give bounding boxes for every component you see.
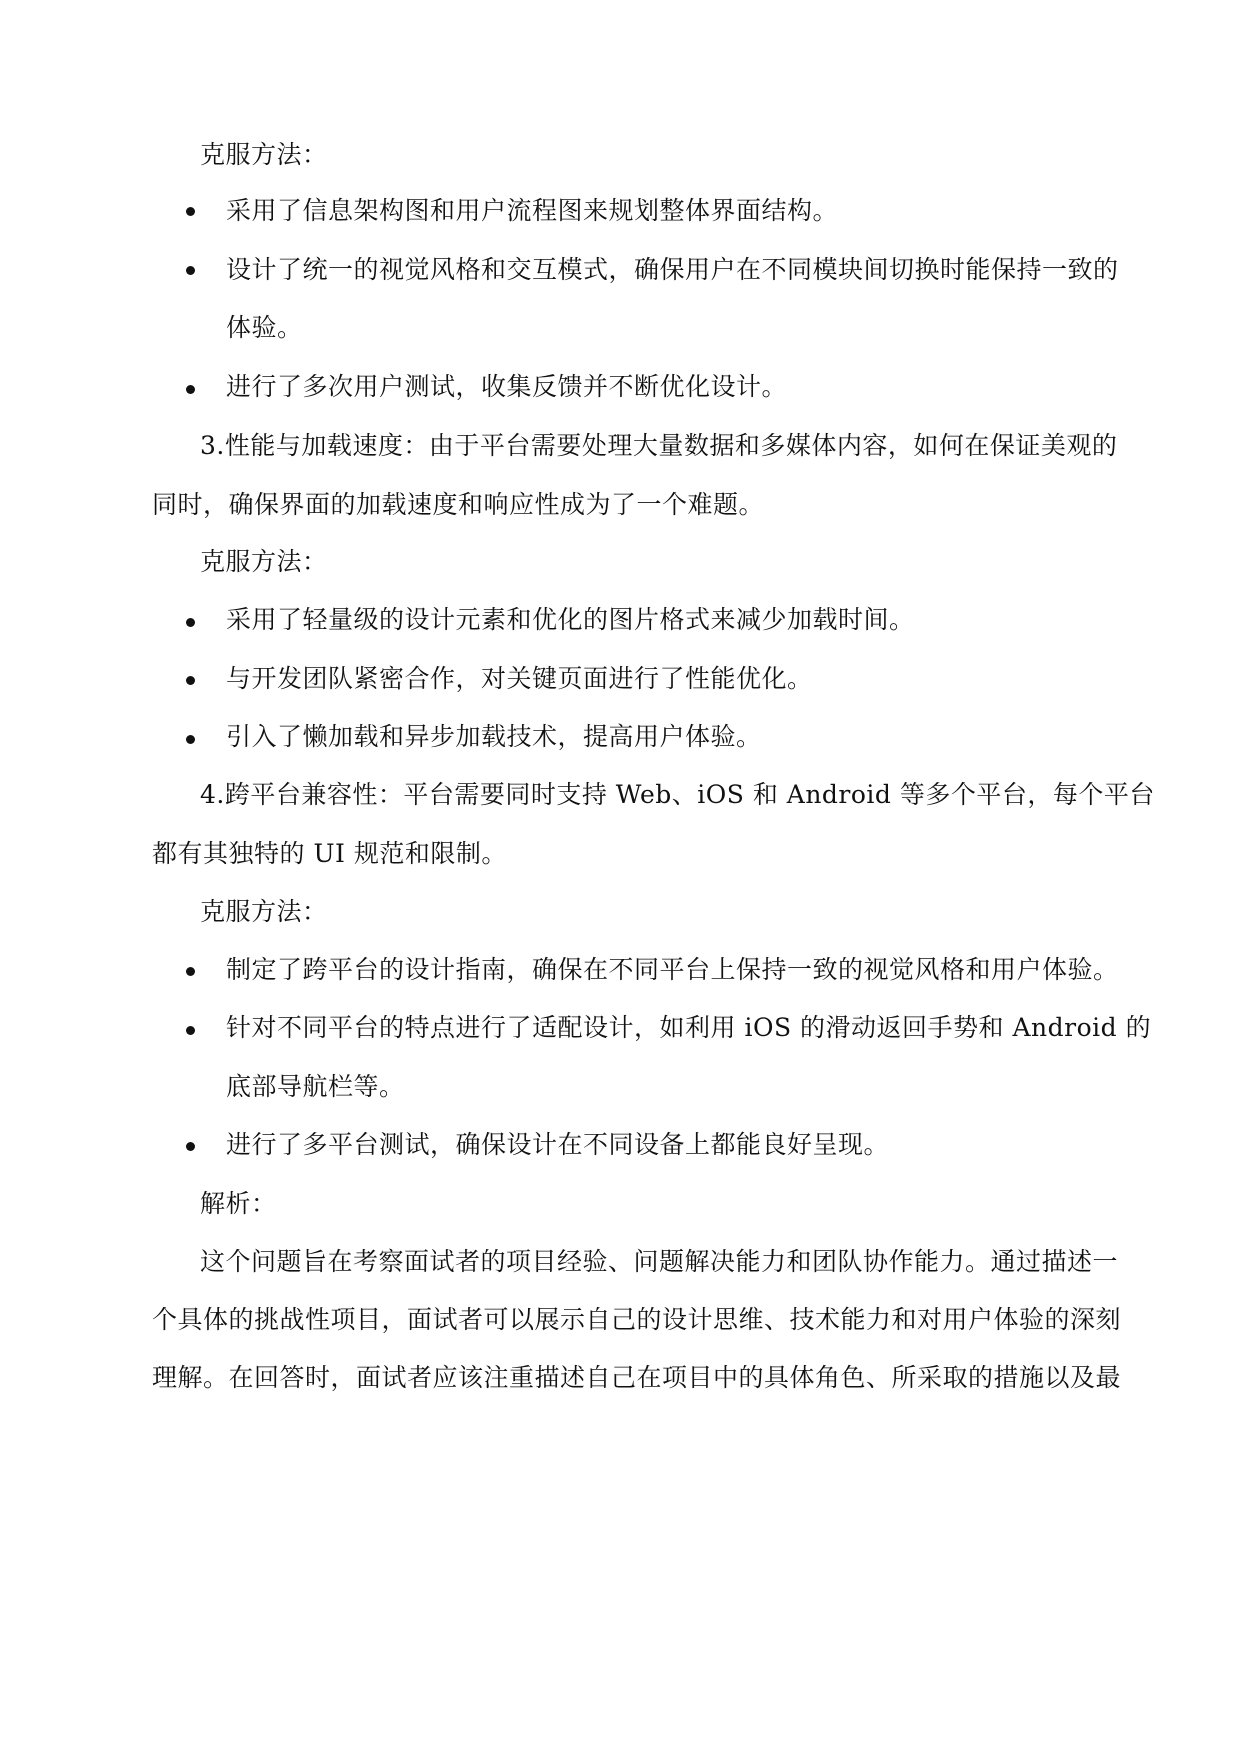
- bullet-dot: [186, 618, 195, 627]
- bullet-text-continuation: 体验。: [226, 313, 303, 342]
- bullet-text: 针对不同平台的特点进行了适配设计，如利用 iOS 的滑动返回手势和 Android 的: [226, 1013, 1152, 1042]
- bullet-text: 进行了多次用户测试，收集反馈并不断优化设计。: [226, 372, 788, 401]
- bullet-text-continuation: 底部导航栏等。: [226, 1072, 405, 1101]
- bullet-dot: [186, 735, 195, 744]
- bullet-text: 引入了懒加载和异步加载技术，提高用户体验。: [226, 722, 762, 751]
- method-label: 克服方法：: [200, 547, 328, 576]
- bullet-dot: [186, 1026, 195, 1035]
- bullet-dot: [186, 385, 195, 394]
- item-3-heading: 3.性能与加载速度：由于平台需要处理大量数据和多媒体内容，如何在保证美观的: [200, 431, 1118, 460]
- bullet-text: 制定了跨平台的设计指南，确保在不同平台上保持一致的视觉风格和用户体验。: [226, 955, 1119, 984]
- item-4-text: 都有其独特的 UI 规范和限制。: [152, 839, 507, 868]
- item-3-text: 同时，确保界面的加载速度和响应性成为了一个难题。: [152, 490, 765, 519]
- bullet-dot: [186, 1142, 195, 1151]
- bullet-text: 采用了轻量级的设计元素和优化的图片格式来减少加载时间。: [226, 605, 915, 634]
- bullet-dot: [186, 266, 195, 275]
- item-4-heading: 4.跨平台兼容性：平台需要同时支持 Web、iOS 和 Android 等多个平台，每个平台: [200, 780, 1155, 809]
- bullet-dot: [186, 207, 195, 216]
- bullet-dot: [186, 967, 195, 976]
- bullet-text: 设计了统一的视觉风格和交互模式，确保用户在不同模块间切换时能保持一致的: [226, 255, 1119, 284]
- analysis-label: 解析：: [200, 1189, 277, 1218]
- analysis-text: 这个问题旨在考察面试者的项目经验、问题解决能力和团队协作能力。通过描述一: [200, 1247, 1119, 1276]
- bullet-dot: [186, 676, 195, 685]
- method-label: 克服方法：: [200, 140, 328, 169]
- bullet-text: 进行了多平台测试，确保设计在不同设备上都能良好呈现。: [226, 1130, 890, 1159]
- analysis-text: 个具体的挑战性项目，面试者可以展示自己的设计思维、技术能力和对用户体验的深刻: [152, 1305, 1122, 1334]
- bullet-text: 采用了信息架构图和用户流程图来规划整体界面结构。: [226, 196, 839, 225]
- bullet-text: 与开发团队紧密合作，对关键页面进行了性能优化。: [226, 664, 813, 693]
- analysis-text: 理解。在回答时，面试者应该注重描述自己在项目中的具体角色、所采取的措施以及最: [152, 1363, 1122, 1392]
- method-label: 克服方法：: [200, 897, 328, 926]
